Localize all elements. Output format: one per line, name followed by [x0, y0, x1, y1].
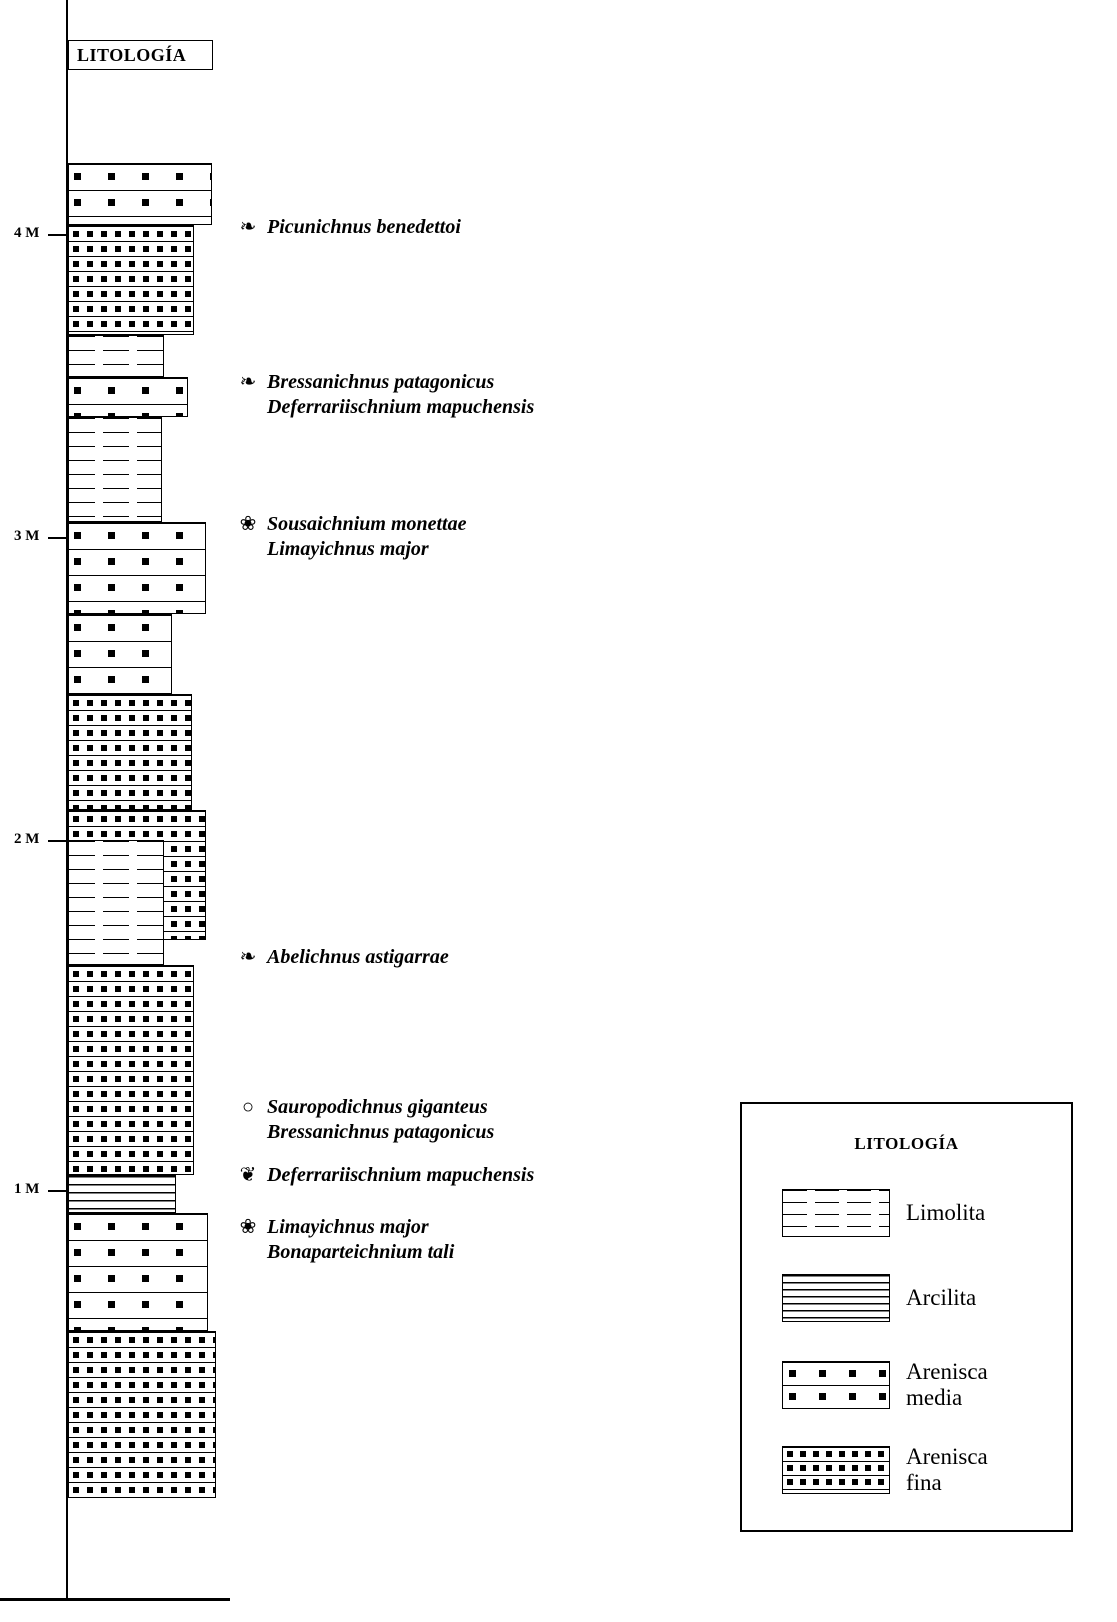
sand-grain-pattern	[69, 1332, 215, 1497]
legend-label	[906, 1444, 988, 1496]
trace-fossil-names	[267, 1163, 534, 1188]
trace-fossil-annotation	[238, 1163, 534, 1188]
trace-fossil-names	[267, 215, 461, 240]
trace-fossil-name: Deferrariischnium mapuchensis	[267, 396, 535, 418]
trace-fossil-name: Limayichnus major	[267, 1216, 429, 1238]
legend-label-line: Arcilita	[906, 1285, 977, 1310]
scale-baseline	[0, 1598, 230, 1601]
trace-fossil-name: Limayichnus major	[267, 538, 429, 560]
footprint-icon: ❦	[239, 1164, 257, 1186]
trace-fossil-name: Deferrariischnium mapuchensis	[267, 1164, 535, 1186]
trace-fossil-annotation	[238, 512, 467, 562]
lithology-bed-arenisca-media	[68, 377, 188, 417]
lithology-column-header-label: LITOLOGÍA	[77, 44, 187, 65]
oval-track-icon: ○	[241, 1096, 255, 1118]
footprint-icon: ❀	[239, 513, 257, 535]
legend-item-arcilita	[782, 1274, 976, 1322]
lithology-bed-limolita	[68, 417, 162, 522]
legend-swatch-limolita	[782, 1189, 890, 1237]
trace-fossil-annotation	[238, 945, 449, 970]
lithology-bed-arenisca-media	[68, 614, 172, 694]
scale-tick-label: 4 M	[14, 225, 40, 241]
lithology-bed-arenisca-fina	[68, 1331, 216, 1498]
legend-swatch-arenisca-media	[782, 1361, 890, 1409]
footprint-icon: ❧	[239, 946, 257, 968]
scale-tick-label: 1 M	[14, 1181, 40, 1197]
trace-fossil-names	[267, 1095, 494, 1145]
sand-grain-pattern	[69, 164, 211, 224]
lithology-bed-limolita	[68, 840, 164, 965]
sand-grain-pattern	[69, 615, 171, 693]
legend-label-line: Limolita	[906, 1200, 986, 1225]
legend-label-line: Arenisca	[906, 1444, 988, 1469]
lithology-column-header	[68, 40, 213, 70]
lithology-bed-arenisca-media	[68, 522, 206, 614]
trace-fossil-name: Sauropodichnus giganteus	[267, 1096, 488, 1118]
legend-item-arenisca-media	[782, 1359, 988, 1411]
lithology-bed-arcilita	[68, 1175, 176, 1213]
scale-tick-label: 3 M	[14, 528, 40, 544]
trace-fossil-names	[267, 370, 534, 420]
footprint-icon: ❧	[239, 371, 257, 393]
lithology-bed-arenisca-fina	[68, 225, 194, 335]
lithology-bed-limolita	[68, 335, 164, 377]
sand-grain-pattern	[69, 523, 205, 613]
trace-fossil-name: Sousaichnium monettae	[267, 513, 467, 535]
legend-item-arenisca-fina	[782, 1444, 988, 1496]
trace-fossil-names	[267, 512, 467, 562]
trace-fossil-name: Bonaparteichnium tali	[267, 1241, 455, 1263]
limolita-dash-mask	[69, 336, 163, 376]
legend-label-line: Arenisca	[906, 1359, 988, 1384]
limolita-dash-mask	[69, 841, 163, 964]
lithology-bed-arenisca-fina	[68, 965, 194, 1175]
limolita-dash-mask	[783, 1190, 889, 1236]
sand-grain-pattern	[69, 966, 193, 1174]
legend-label-line: media	[906, 1385, 963, 1410]
lithology-column	[68, 163, 218, 1498]
footprint-icon: ❀	[239, 1216, 257, 1238]
trace-fossil-annotation	[238, 370, 534, 420]
trace-fossil-name: Bressanichnus patagonicus	[267, 1121, 495, 1143]
sand-grain-pattern	[69, 378, 187, 416]
legend-title: LITOLOGÍA	[854, 1134, 959, 1153]
trace-fossil-annotation	[238, 215, 461, 240]
trace-fossil-name: Abelichnus astigarrae	[267, 946, 449, 968]
sand-grain-pattern	[69, 695, 191, 809]
legend-box	[740, 1102, 1073, 1532]
legend-label-line: fina	[906, 1470, 942, 1495]
trace-fossil-names	[267, 1215, 454, 1265]
sand-grain-pattern	[69, 1214, 207, 1330]
trace-fossil-name: Picunichnus benedettoi	[267, 216, 461, 238]
trace-fossil-names	[267, 945, 449, 970]
lithology-bed-arenisca-media	[68, 163, 212, 225]
limolita-dash-mask	[69, 418, 161, 521]
footprint-icon: ❧	[239, 216, 257, 238]
legend-label	[906, 1285, 976, 1311]
legend-label	[906, 1200, 985, 1226]
legend-swatch-arenisca-fina	[782, 1446, 890, 1494]
trace-fossil-annotation	[238, 1095, 494, 1145]
legend-label	[906, 1359, 988, 1411]
lithology-bed-arenisca-fina	[68, 694, 192, 810]
trace-fossil-name: Bressanichnus patagonicus	[267, 371, 495, 393]
lithology-bed-arenisca-media	[68, 1213, 208, 1331]
scale-tick-label: 2 M	[14, 831, 40, 847]
legend-swatch-arcilita	[782, 1274, 890, 1322]
sand-grain-pattern	[69, 226, 193, 334]
trace-fossil-annotation	[238, 1215, 454, 1265]
legend-item-limolita	[782, 1189, 985, 1237]
